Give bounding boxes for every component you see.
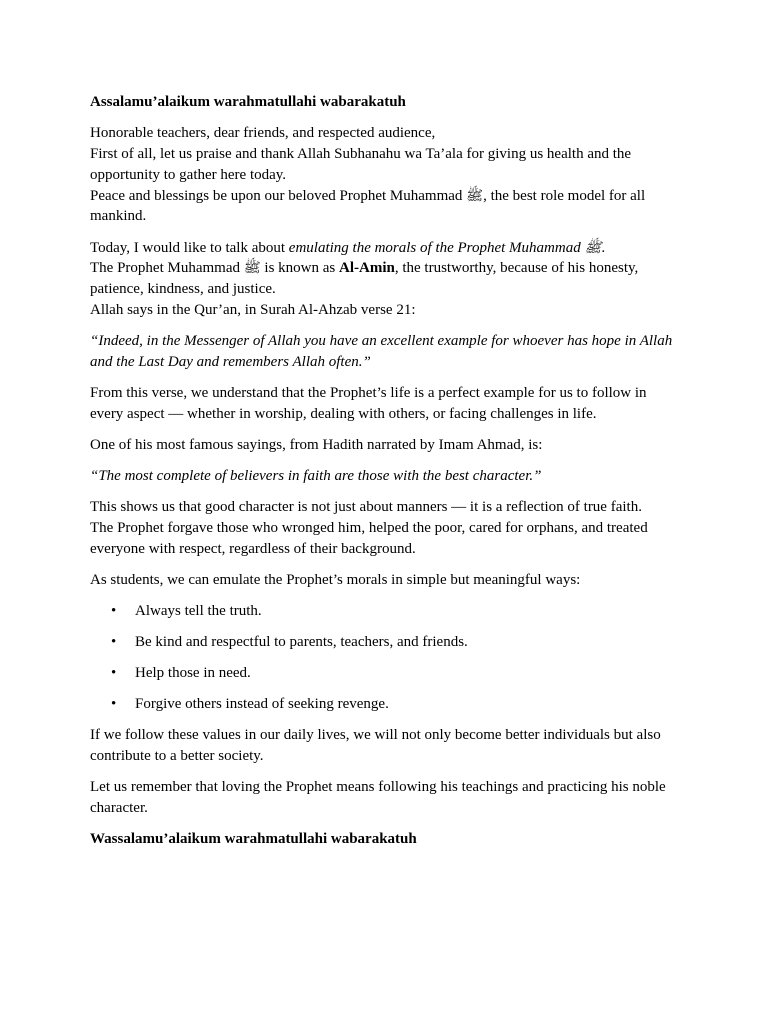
bullet-icon: • <box>111 603 117 620</box>
character-line-1: This shows us that good character is not just about manners — it is a reflection of true faith. <box>90 499 642 516</box>
blessing-text: Peace and blessings be upon our beloved Prophet Muhammad <box>90 187 467 204</box>
topic-title-text: emulating the morals of the Prophet Muhammad <box>288 239 585 256</box>
list-item <box>90 601 682 622</box>
al-amin-line <box>90 258 682 300</box>
verse-quote: “Indeed, in the Messenger of Allah you have an excellent example for whoever has hope in Allah and the Last Day and remembers Allah often.” <box>90 333 673 370</box>
intro-blessing-line <box>90 186 682 228</box>
closing-paragraph-2: Let us remember that loving the Prophet means following his teachings and practicing his noble character. <box>90 779 666 817</box>
salawat-symbol: ﷺ <box>243 260 261 277</box>
list-item <box>90 632 682 653</box>
intro-paragraph <box>90 123 682 227</box>
speech-document <box>90 92 682 860</box>
topic-line <box>90 238 682 259</box>
bullet-icon: • <box>111 665 117 682</box>
closing-paragraph-1: If we follow these values in our daily lives, we will not only become better individuals but also contribute to a better society. <box>90 727 661 765</box>
al-amin-mid: is known as <box>260 260 339 277</box>
ways-list <box>90 601 682 714</box>
bullet-icon: • <box>111 634 117 651</box>
character-paragraph <box>90 497 682 559</box>
intro-address-line: Honorable teachers, dear friends, and respected audience, <box>90 125 436 142</box>
salawat-symbol: ﷺ <box>466 187 484 204</box>
list-item <box>90 694 682 715</box>
students-intro: As students, we can emulate the Prophet’s morals in simple but meaningful ways: <box>90 572 581 589</box>
list-item-text: Help those in need. <box>135 665 251 682</box>
topic-paragraph <box>90 238 682 321</box>
topic-end: . <box>601 239 606 256</box>
hadith-intro: One of his most famous sayings, from Hadith narrated by Imam Ahmad, is: <box>90 437 543 454</box>
list-item-text: Be kind and respectful to parents, teachers, and friends. <box>135 634 468 651</box>
verse-explanation: From this verse, we understand that the Prophet’s life is a perfect example for us to follow in every aspect — whether in worship, dealing with others, or facing challenges in life. <box>90 385 647 422</box>
bullet-icon: • <box>111 696 117 713</box>
al-amin-after: , the trustworthy, because of his honesty, patience, kindness, and justice. <box>90 260 639 298</box>
hadith-quote: “The most complete of believers in faith are those with the best character.” <box>90 468 542 485</box>
closing-greeting: Wassalamu’alaikum warahmatullahi wabarakatuh <box>90 831 417 848</box>
list-item-text: Forgive others instead of seeking revenge. <box>135 696 389 713</box>
list-item-text: Always tell the truth. <box>135 603 262 620</box>
blessing-text-end: , the best role model for all mankind. <box>90 187 646 225</box>
topic-title <box>289 240 602 256</box>
character-line-2: The Prophet forgave those who wronged him, helped the poor, cared for orphans, and treated everyone with respect, regardless of their background. <box>90 520 648 558</box>
opening-greeting: Assalamu’alaikum warahmatullahi wabarakatuh <box>90 94 406 110</box>
list-item <box>90 663 682 684</box>
al-amin-title: Al-Amin <box>339 260 395 277</box>
intro-praise-line: First of all, let us praise and thank Allah Subhanahu wa Ta’ala for giving us health and the opportunity to gather here today. <box>90 145 632 183</box>
topic-lead: Today, I would like to talk about <box>90 239 289 256</box>
quran-intro-line: Allah says in the Qur’an, in Surah Al-Ahzab verse 21: <box>90 301 416 318</box>
salawat-symbol: ﷺ <box>584 239 602 256</box>
al-amin-before: The Prophet Muhammad <box>90 260 244 277</box>
